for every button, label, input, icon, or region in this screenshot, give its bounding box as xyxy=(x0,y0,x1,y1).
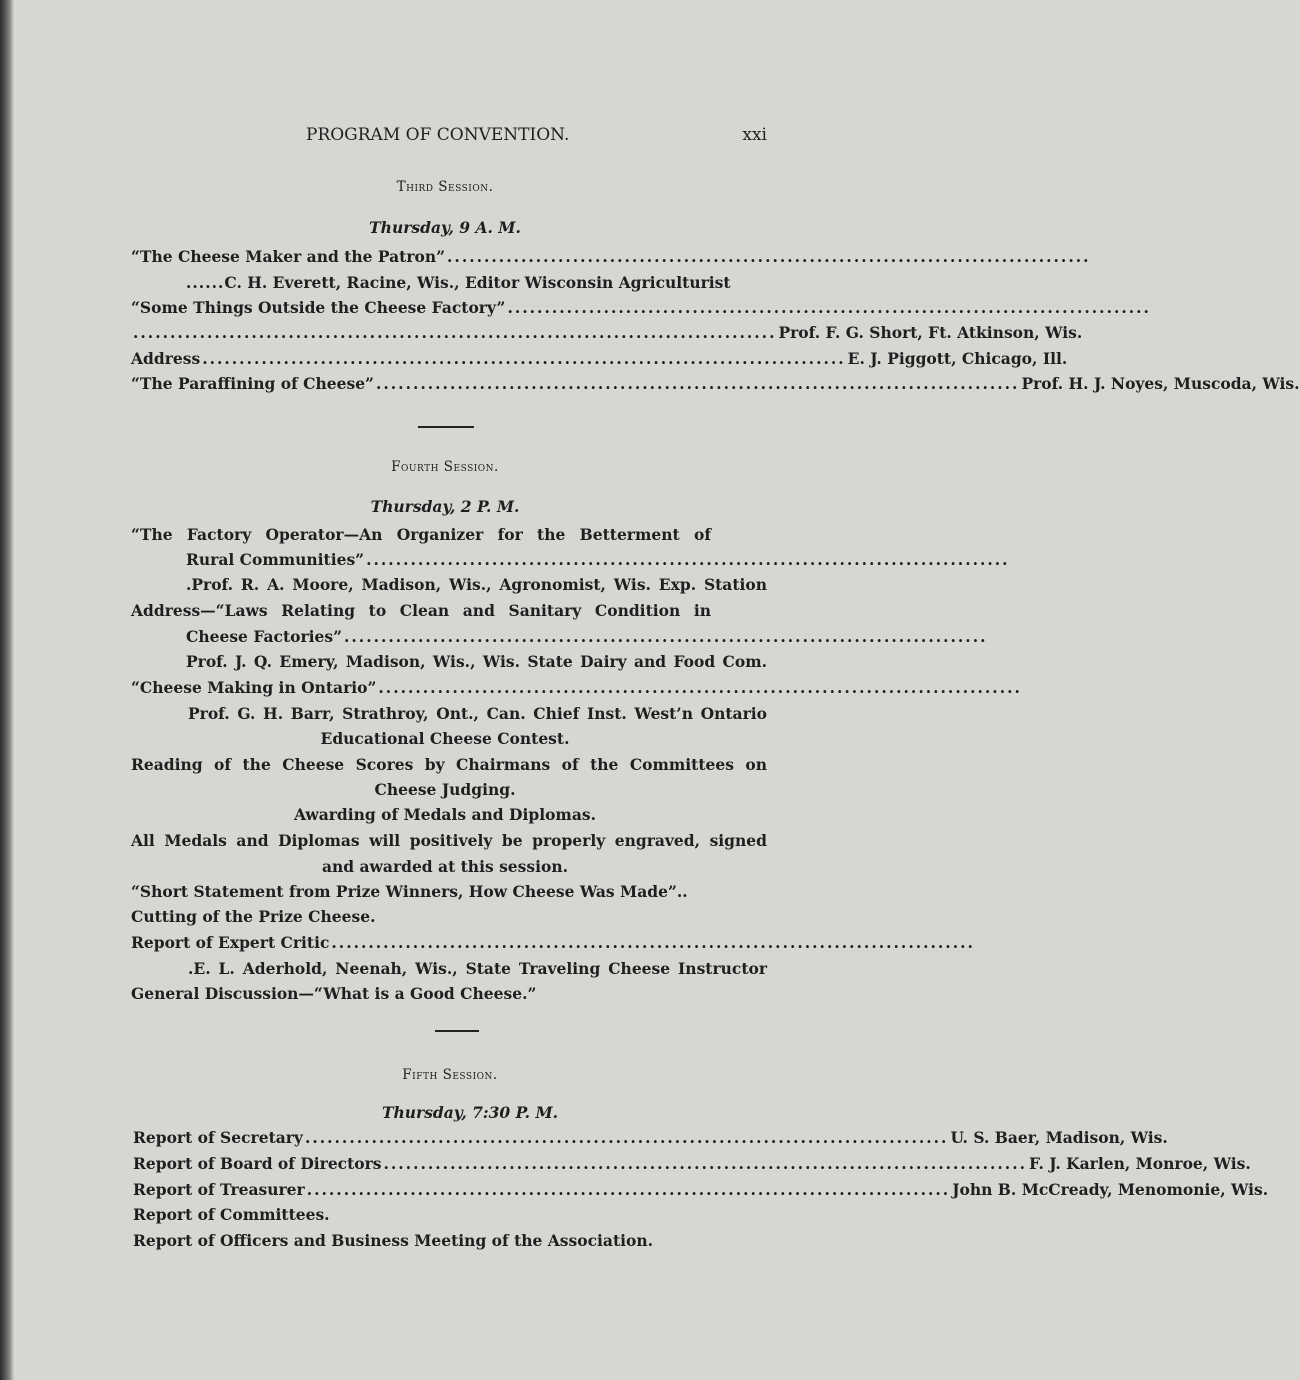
fifth-item-1: Report of Secretary ....................................................................................... U. S. Baer, Madison, Wis. xyxy=(133,1128,1168,1147)
page-number: xxi xyxy=(742,125,767,145)
section-divider xyxy=(435,1030,479,1032)
fourth-item-4: Reading of the Cheese Scores by Chairmans of the Committees on xyxy=(131,755,767,774)
fourth-item-4-cont: Cheese Judging. xyxy=(374,780,516,799)
fourth-item-8: Cutting of the Prize Cheese. xyxy=(131,907,376,926)
fourth-item-9-speaker: .E. L. Aderhold, Neenah, Wis., State Traveling Cheese Instructor xyxy=(188,959,767,978)
third-item-4: “The Paraffining of Cheese” ....................................................................................... Prof. H. J. Noyes, Muscoda, Wis. xyxy=(131,374,1300,393)
fourth-item-1: “The Factory Operator—An Organizer for the Betterment of xyxy=(131,525,711,544)
third-session-time: Thursday, 9 A. M. xyxy=(369,218,521,237)
fourth-item-5: Awarding of Medals and Diplomas. xyxy=(293,805,596,824)
fifth-session-time: Thursday, 7:30 P. M. xyxy=(381,1103,559,1122)
fourth-item-2-cont: Cheese Factories” ....................................................................................... xyxy=(186,627,988,646)
fourth-item-9: Report of Expert Critic ....................................................................................... xyxy=(131,933,975,952)
fourth-item-6-cont: and awarded at this session. xyxy=(321,857,569,876)
fourth-item-10: General Discussion—“What is a Good Cheese.” xyxy=(131,984,537,1003)
page-header-title: PROGRAM OF CONVENTION. xyxy=(306,125,570,145)
fourth-session-heading: Fourth Session. xyxy=(391,459,499,475)
fourth-session-time: Thursday, 2 P. M. xyxy=(370,497,520,516)
fourth-item-3: “Cheese Making in Ontario” ....................................................................................... xyxy=(131,678,1022,697)
third-item-2-speaker: ....................................................................................... Prof. F. G. Short, Ft. Atkinson, Wis. xyxy=(133,323,1083,342)
fourth-item-7: “Short Statement from Prize Winners, How Cheese Was Made”.. xyxy=(131,882,688,901)
fourth-item-2-speaker: Prof. J. Q. Emery, Madison, Wis., Wis. State Dairy and Food Com. xyxy=(186,652,767,671)
fourth-item-3-speaker: Prof. G. H. Barr, Strathroy, Ont., Can. Chief Inst. West’n Ontario xyxy=(188,704,767,723)
fifth-item-3: Report of Treasurer ....................................................................................... John B. McCready, Menomonie, Wis. xyxy=(133,1180,1269,1199)
section-divider xyxy=(418,426,474,428)
fifth-session-heading: Fifth Session. xyxy=(402,1067,498,1083)
third-item-1: “The Cheese Maker and the Patron” ....................................................................................... xyxy=(131,247,1091,266)
third-session-heading: Third Session. xyxy=(396,179,494,195)
third-item-1-speaker: ...... C. H. Everett, Racine, Wis., Editor Wisconsin Agriculturist xyxy=(186,273,731,292)
fourth-item-1-speaker: .Prof. R. A. Moore, Madison, Wis., Agronomist, Wis. Exp. Station xyxy=(186,575,767,594)
third-item-3: Address ....................................................................................... E. J. Piggott, Chicago, Ill. xyxy=(131,349,1068,368)
fifth-item-5: Report of Officers and Business Meeting of the Association. xyxy=(133,1231,654,1250)
third-item-2: “Some Things Outside the Cheese Factory” ....................................................................................... xyxy=(131,298,1151,317)
fourth-item-3-speaker-cont: Educational Cheese Contest. xyxy=(320,729,570,748)
fourth-item-6: All Medals and Diplomas will positively be properly engraved, signed xyxy=(131,831,767,850)
fourth-item-2: Address—“Laws Relating to Clean and Sanitary Condition in xyxy=(131,601,711,620)
fourth-item-1-cont: Rural Communities” ....................................................................................... xyxy=(186,550,1010,569)
fifth-item-2: Report of Board of Directors ....................................................................................... F. J. Karlen, Monroe, Wis. xyxy=(133,1154,1251,1173)
fifth-item-4: Report of Committees. xyxy=(133,1205,330,1224)
